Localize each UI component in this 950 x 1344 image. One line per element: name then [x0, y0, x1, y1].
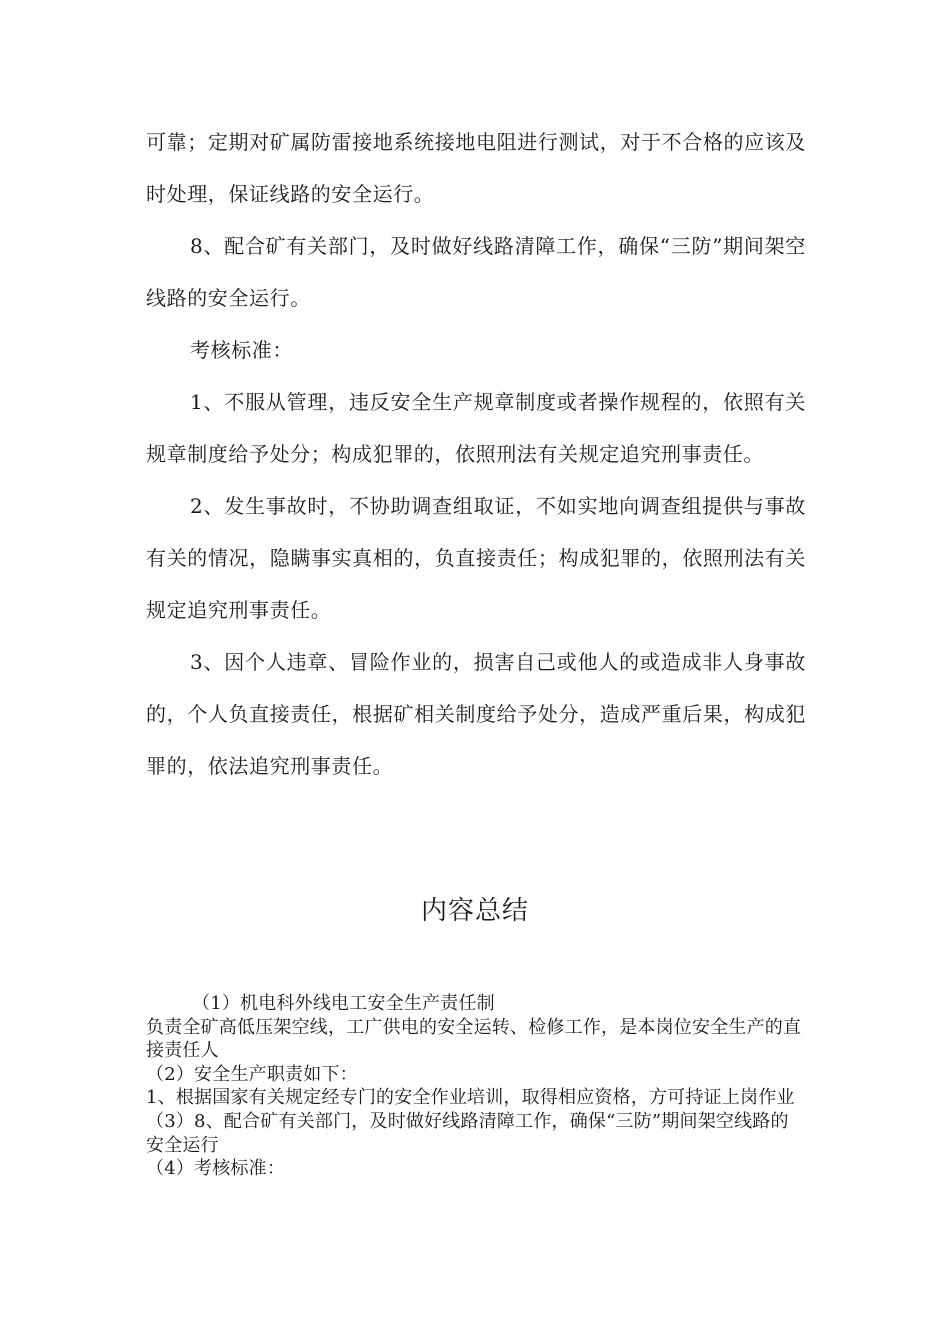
summary-line-2: 负责全矿高低压架空线，工广供电的安全运转、检修工作，是本岗位安全生产的直接责任人: [146, 1016, 802, 1062]
heading-assessment-standard: 考核标准：: [190, 338, 293, 362]
paragraph-clearance-duty: 8、配合矿有关部门，及时做好线路清障工作，确保“三防”期间架空线路的安全运行。: [146, 234, 806, 310]
paragraph-lightning-grounding: 可靠；定期对矿属防雷接地系统接地电阻进行测试，对于不合格的应该及时处理，保证线路的安全运行。: [146, 130, 806, 206]
summary-line-3: （2）安全生产职责如下：: [146, 1063, 358, 1085]
summary-line-1: （1）机电科外线电工安全生产责任制: [192, 993, 495, 1014]
summary-title: 内容总结: [420, 896, 529, 926]
summary-line-6: （4）考核标准：: [146, 1158, 286, 1180]
summary-line-5: （3）8、配合矿有关部门，及时做好线路清障工作，确保“三防”期间架空线路的安全运行: [146, 1110, 789, 1156]
paragraph-assessment-3: 3、因个人违章、冒险作业的，损害自己或他人的或造成非人身事故的，个人负直接责任，根据矿相关制度给予处分，造成严重后果，构成犯罪的，依法追究刑事责任。: [146, 650, 806, 778]
summary-line-4: 1、根据国家有关规定经专门的安全作业培训，取得相应资格，方可持证上岗作业: [146, 1087, 795, 1109]
paragraph-assessment-1: 1、不服从管理，违反安全生产规章制度或者操作规程的，依照有关规章制度给予处分；构成犯罪的，依照刑法有关规定追究刑事责任。: [146, 390, 806, 466]
summary-section: [146, 992, 806, 1181]
document-body: [146, 116, 806, 792]
paragraph-assessment-2: 2、发生事故时，不协助调查组取证，不如实地向调查组提供与事故有关的情况，隐瞒事实真相的，负直接责任；构成犯罪的，依照刑法有关规定追究刑事责任。: [146, 494, 806, 622]
